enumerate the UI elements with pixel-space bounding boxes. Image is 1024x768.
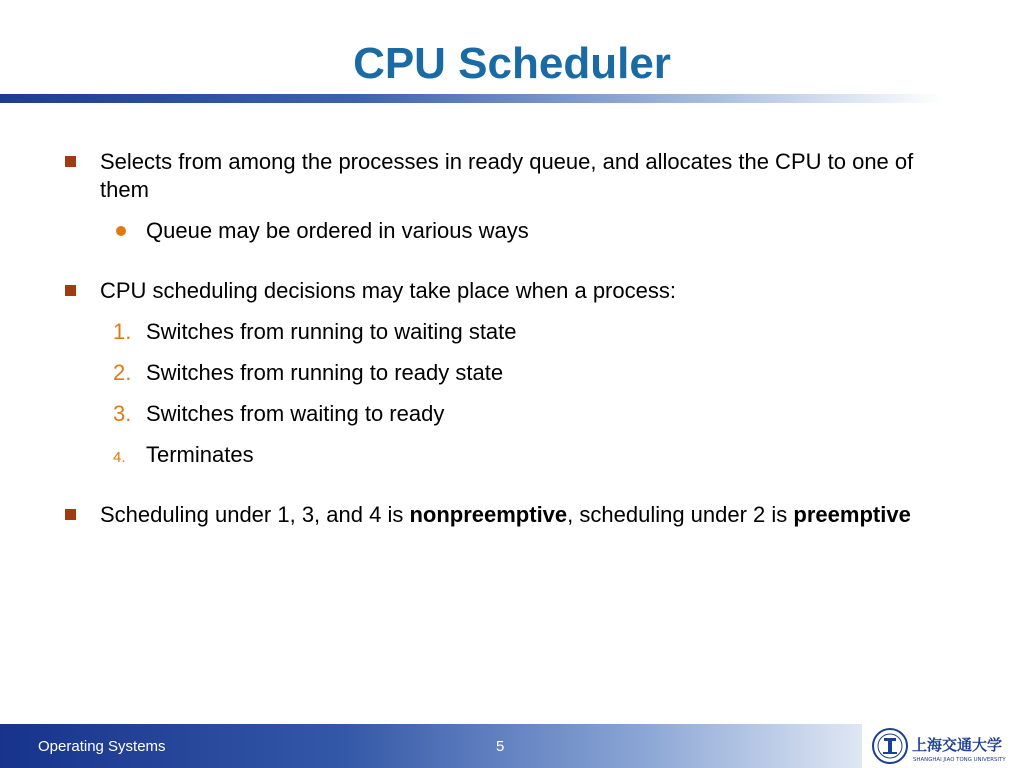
logo-english-text: SHANGHAI JIAO TONG UNIVERSITY [913, 757, 1006, 763]
list-number: 1. [113, 319, 132, 344]
slide-title: CPU Scheduler [353, 39, 671, 88]
bullet-3-part1: Scheduling under 1, 3, and 4 is [100, 502, 410, 527]
bullet-1-sub-text: Queue may be ordered in various ways [146, 218, 529, 243]
preemptive-term: preemptive [793, 502, 911, 527]
university-logo [870, 726, 1020, 766]
list-number: 4. [113, 449, 126, 466]
dot-bullet-icon [116, 226, 126, 236]
list-item-text: Switches from running to ready state [146, 360, 504, 385]
square-bullet-icon [65, 156, 76, 167]
slide-content [62, 148, 962, 529]
list-number: 3. [113, 401, 132, 426]
bullet-1-text: Selects from among the processes in ready queue, and allocates the CPU to one of them [100, 149, 914, 202]
list-item [62, 441, 962, 469]
bullet-1 [62, 148, 962, 204]
title-divider [0, 94, 1024, 103]
nonpreemptive-term: nonpreemptive [409, 502, 568, 527]
square-bullet-icon [65, 285, 76, 296]
list-item-text: Switches from waiting to ready [146, 401, 445, 426]
slide-footer [0, 724, 1024, 768]
logo-chinese-text: 上海交通大学 [912, 736, 1003, 754]
list-item [62, 359, 962, 387]
bullet-3 [62, 501, 962, 529]
footer-course-name: Operating Systems [38, 738, 166, 755]
bullet-2 [62, 277, 962, 305]
footer-bar [0, 724, 862, 768]
bullet-1-sub [62, 217, 962, 245]
list-item [62, 400, 962, 428]
page-number: 5 [496, 738, 505, 755]
bullet-3-part2: , scheduling under 2 is [567, 502, 794, 527]
bullet-2-text: CPU scheduling decisions may take place when a process: [100, 278, 676, 303]
list-number: 2. [113, 360, 132, 385]
list-item-text: Switches from running to waiting state [146, 319, 517, 344]
list-item [62, 318, 962, 346]
list-item-text: Terminates [146, 442, 254, 467]
bullet-3-text [100, 502, 911, 527]
square-bullet-icon [65, 509, 76, 520]
